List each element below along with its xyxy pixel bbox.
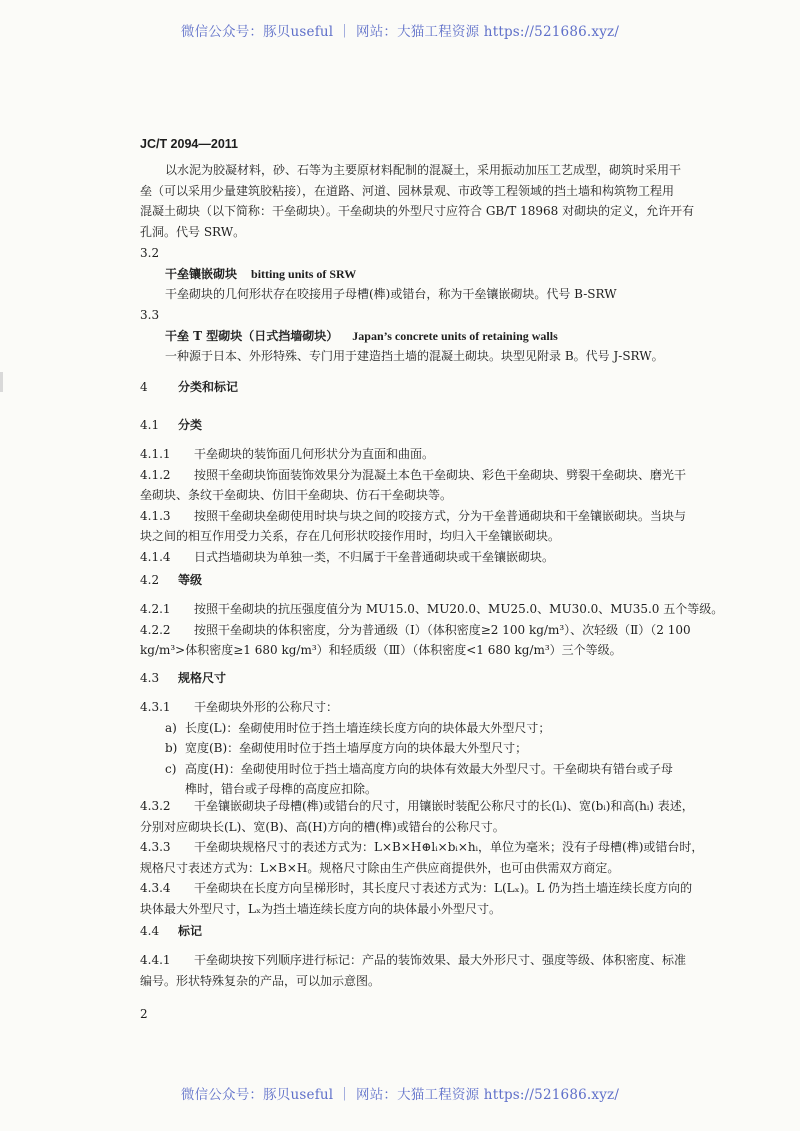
clause-text: 编号。形状特殊复杂的产品，可以加示意图。 — [140, 973, 381, 988]
section-title: 等级 — [178, 573, 203, 587]
clause-number: 4.1.4 — [140, 549, 171, 564]
section-4-4-heading — [140, 921, 740, 942]
clause-text: 垒砌块、条纹干垒砌块、仿旧干垒砌块、仿石干垒砌块等。 — [140, 488, 453, 502]
list-marker: a) — [165, 720, 177, 735]
list-item-text: 长度(L)：垒砌使用时位于挡土墙连续长度方向的块体最大外型尺寸； — [185, 720, 551, 735]
clause-number: 4.3.2 — [140, 799, 171, 813]
list-item-text: 宽度(B)：垒砌使用时位于挡土墙厚度方向的块体最大外型尺寸； — [185, 741, 528, 755]
clause-number: 4.1.3 — [140, 508, 171, 523]
term-definition: 干垒砌块的几何形状存在咬接用子母槽(榫)或错台，称为干垒镶嵌砌块。代号 B-SRW — [165, 287, 617, 301]
clause-text: 按照干垒砌块饰面装饰效果分为混凝土本色干垒砌块、彩色干垒砌块、劈裂干垒砌块、磨光干 — [194, 467, 687, 482]
clause-text: 规格尺寸表述方式为：L×B×H。规格尺寸除由生产供应商提供外，也可由供需双方商定。 — [140, 860, 620, 875]
section-title: 规格尺寸 — [178, 671, 227, 685]
term-heading — [140, 326, 740, 347]
list-marker: c) — [165, 761, 177, 776]
clause-text: 日式挡墙砌块为单独一类，不归属于干垒普通砌块或干垒镶嵌砌块。 — [194, 549, 555, 564]
term-heading — [140, 264, 740, 285]
section-3-2 — [140, 243, 740, 305]
clause-number: 4.2.2 — [140, 622, 171, 637]
clause-text: kg/m³>体积密度≥1 680 kg/m³）和轻质级（Ⅲ）（体积密度<1 680 kg/m³）三个等级。 — [140, 643, 622, 657]
section-number: 4.1 — [140, 418, 160, 432]
section-number: 3.2 — [140, 246, 160, 260]
intro-paragraph — [140, 160, 740, 242]
clause-text: 干垒镶嵌砌块子母槽(榫)或错台的尺寸，用镶嵌时装配公称尺寸的长(lᵢ)、宽(bᵢ)和高(hᵢ) 表述， — [194, 799, 694, 813]
clause-number: 4.4.1 — [140, 953, 171, 967]
clause-text: 干垒砌块按下列顺序进行标记：产品的装饰效果、最大外形尺寸、强度等级、体积密度、标准 — [194, 953, 687, 967]
intro-line: 以水泥为胶凝材料，砂、石等为主要原材料配制的混凝土，采用振动加压工艺成型，砌筑时采用干 — [165, 163, 682, 177]
term-definition: 一种源于日本、外形特殊、专门用于建造挡土墙的混凝土砌块。块型见附录 B。代号 J-SRW。 — [165, 349, 664, 363]
list-marker: b) — [165, 741, 178, 755]
section-4-3-heading — [140, 668, 740, 689]
clause-text: 干垒砌块规格尺寸的表述方式为：L×B×H⊕lᵢ×bᵢ×hᵢ，单位为毫米；没有子母槽(榫)或错台时， — [194, 840, 704, 854]
clause-number: 4.1.2 — [140, 467, 171, 482]
section-4-1-heading — [140, 415, 740, 436]
intro-line: 混凝土砌块（以下简称：干垒砌块）。干垒砌块的外型尺寸应符合 GB/T 18968 对砌块的定义，允许开有 — [140, 204, 695, 218]
clause-4-3-2 — [140, 796, 740, 919]
section-4-1-body — [140, 444, 740, 567]
standard-code: JC/T 2094—2011 — [140, 137, 238, 151]
clause-number: 4.2.1 — [140, 602, 171, 616]
term-cn: 干垒 T 型砌块（日式挡墙砌块） — [165, 328, 339, 343]
scan-edge-mark — [0, 372, 3, 392]
intro-line: 孔洞。代号 SRW。 — [140, 224, 246, 239]
clause-text: 干垒砌块外形的公称尺寸： — [194, 700, 339, 714]
watermark-top: 微信公众号：豚贝useful ｜ 网站：大猫工程资源 https://521686.xyz/ — [180, 24, 620, 40]
clause-number: 4.3.4 — [140, 881, 171, 895]
section-4-2-body — [140, 599, 740, 661]
section-title: 标记 — [178, 924, 203, 938]
section-4-4-body — [140, 950, 740, 991]
term-en: bitting units of SRW — [251, 266, 357, 281]
list-item-text: 高度(H)：垒砌使用时位于挡土墙高度方向的块体有效最大外型尺寸。干垒砌块有错台或子母 — [185, 761, 673, 776]
section-3-3 — [140, 305, 740, 367]
section-4-3-body — [140, 697, 740, 800]
section-number: 4.4 — [140, 924, 160, 938]
clause-number: 4.1.1 — [140, 447, 171, 461]
chapter-title: 分类和标记 — [178, 380, 239, 394]
term-en: Japan’s concrete units of retaining walls — [352, 328, 558, 343]
clause-text: 干垒砌块在长度方向呈梯形时，其长度尺寸表述方式为：L(Lₓ)。L 仍为挡土墙连续长度方向的 — [194, 881, 693, 895]
term-cn: 干垒镶嵌砌块 — [165, 266, 238, 281]
section-4-2-heading — [140, 570, 740, 591]
clause-text: 按照干垒砌块垒砌使用时块与块之间的咬接方式，分为干垒普通砌块和干垒镶嵌砌块。当块与 — [194, 508, 687, 523]
list-item-continuation: 榫时，错台或子母榫的高度应扣除。 — [185, 782, 378, 796]
clause-text: 干垒砌块的装饰面几何形状分为直面和曲面。 — [194, 447, 435, 461]
clause-number: 4.3.3 — [140, 840, 171, 854]
section-number: 4.2 — [140, 573, 160, 587]
watermark-bottom: 微信公众号：豚贝useful ｜ 网站：大猫工程资源 https://521686.xyz/ — [180, 1087, 620, 1103]
chapter-4-heading — [140, 377, 740, 398]
section-number: 4.3 — [140, 671, 160, 685]
page-number: 2 — [140, 1007, 148, 1021]
clause-text: 块之间的相互作用受力关系，存在几何形状咬接作用时，均归入干垒镶嵌砌块。 — [140, 529, 561, 543]
section-number: 3.3 — [140, 308, 160, 322]
section-title: 分类 — [178, 418, 203, 432]
clause-text: 按照干垒砌块的抗压强度值分为 MU15.0、MU20.0、MU25.0、MU30.0、MU35.0 五个等级。 — [194, 602, 724, 616]
clause-text: 按照干垒砌块的体积密度，分为普通级（Ⅰ）（体积密度≥2 100 kg/m³）、次轻级（Ⅱ）（2 100 — [194, 622, 691, 637]
intro-line: 垒（可以采用少量建筑胶粘接），在道路、河道、园林景观、市政等工程领域的挡土墙和构筑物工程用 — [140, 183, 675, 198]
chapter-number: 4 — [140, 380, 148, 394]
clause-text: 块体最大外型尺寸，Lₓ为挡土墙连续长度方向的块体最小外型尺寸。 — [140, 901, 502, 916]
clause-number: 4.3.1 — [140, 700, 171, 714]
clause-text: 分别对应砌块长(L)、宽(B)、高(H)方向的槽(榫)或错台的公称尺寸。 — [140, 819, 505, 834]
